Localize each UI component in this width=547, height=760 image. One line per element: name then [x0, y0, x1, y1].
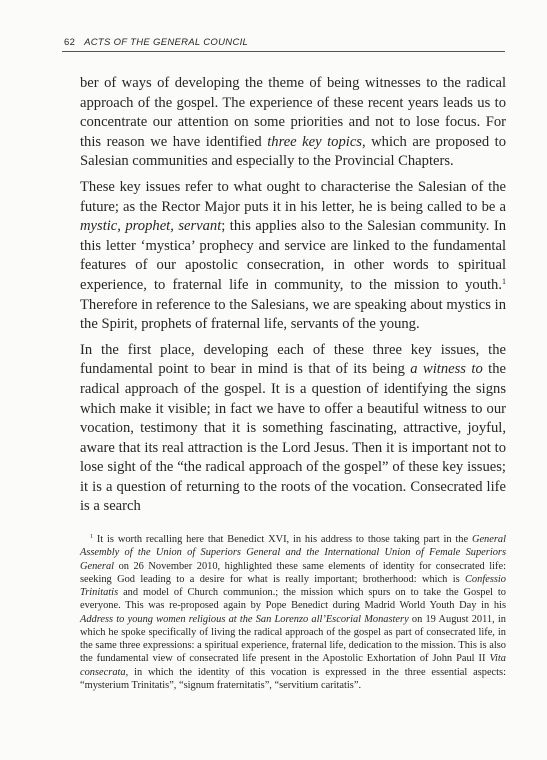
- footnote: [80, 533, 506, 692]
- text-run: the radical approach of the gospel. It is a question of identifying the signs which make it visible; in fact we have to offer a beautiful witness to our vocation, testimony that it is something fascinating, attractive, joyful, aware that its real attraction is the Lord Jesus. Then it is important not to lose sight of the “the radical approach of the gospel” of these key issues; it is a question of returning to the roots of the vocation. Consecrated life is a search: [80, 361, 506, 515]
- running-header: [64, 37, 504, 48]
- body-text: [80, 74, 506, 523]
- header-rule: [62, 51, 505, 52]
- text-run: It is worth recalling here that Benedict XVI, in his address to those taking part in the: [93, 534, 472, 545]
- paragraph: [80, 74, 506, 172]
- paragraph: [80, 341, 506, 517]
- footnote-ref[interactable]: 1: [502, 276, 506, 286]
- emphasis: Vita consecrata: [80, 653, 506, 678]
- text-run: , which are proposed to Salesian communities and especially to the Provincial Chapters.: [80, 133, 507, 170]
- emphasis: Address to young women religious at the San Lorenzo all’Escorial Monastery: [80, 613, 409, 625]
- emphasis: Confessio Trinitatis: [80, 573, 506, 598]
- emphasis: mystic, prophet, servant: [80, 218, 222, 235]
- text-run: on 26 November 2010, highlighted these same elements of identity for consecrated life: seeking God leading to a desire for what is really important; brotherhood: which is: [80, 560, 506, 585]
- text-run: and model of Church communion.; the mission which spurs on to take the Gospel to everyone. This was re-proposed again by Pope Benedict during Madrid World Youth Day in his: [80, 587, 506, 612]
- text-run: These key issues refer to what ought to characterise the Salesian of the future; as the Rector Major puts it in his letter, he is being called to be a: [80, 178, 506, 215]
- text-run: In the first place, developing each of these three key issues, the fundamental point to bear in mind is that of its being: [80, 341, 506, 378]
- text-run: , in which the identity of this vocation is expressed in the three essential aspects: “mysterium Trinitatis”, “signum fraternitatis”, “servitium caritatis”.: [80, 666, 506, 691]
- page-number: 62: [64, 37, 76, 48]
- text-run: on 19 August 2011, in which he spoke specifically of living the radical approach of the gospel as part of consecrated life, in the same three expressions: a spiritual experience, fraternal life, dedication to the mission. This is also the fundamental view of consecrated life present in the Apostolic Exhortation of John Paul II: [80, 613, 506, 665]
- emphasis: a witness to: [410, 361, 483, 378]
- text-run: ; this applies also to the Salesian community. In this letter ‘mystica’ prophecy and service are linked to the fundamental features of our apostolic consecration, in other words to spiritual experience, to fraternal life in community, to the mission to youth.: [80, 218, 506, 293]
- footnote-number: 1: [90, 534, 93, 540]
- emphasis: General Assembly of the Union of Superiors General and the International Union of Female Superiors General: [80, 534, 506, 572]
- running-title: ACTS OF THE GENERAL COUNCIL: [84, 37, 249, 48]
- emphasis: three key topics: [267, 133, 362, 150]
- text-run: Therefore in reference to the Salesians, we are speaking about mystics in the Spirit, prophets of fraternal life, servants of the young.: [80, 296, 506, 333]
- text-run: ber of ways of developing the theme of being witnesses to the radical approach of the gospel. The experience of these recent years leads us to concentrate our attention on some priorities and not to lose focus. For this reason we have identified: [80, 75, 506, 150]
- footnote-text: [80, 533, 506, 692]
- paragraph: [80, 178, 506, 335]
